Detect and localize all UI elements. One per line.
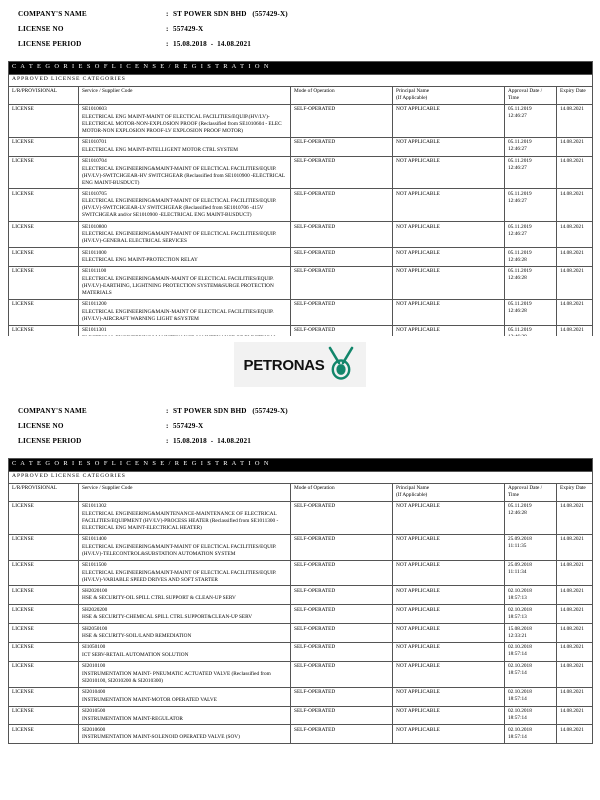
approval-date: 05.11.2019 — [508, 301, 532, 308]
table-row — [9, 643, 593, 662]
cell-expiry-date: 14.08.2021 — [557, 137, 593, 156]
service-supplier-code: SH2020200 — [82, 606, 108, 613]
service-supplier-code: SE1011301 — [82, 327, 107, 334]
cell-principal-name: NOT APPLICABLE — [393, 725, 505, 744]
cell-principal-name: NOT APPLICABLE — [393, 104, 505, 137]
cell-service-code — [79, 605, 291, 624]
cell-principal-name: NOT APPLICABLE — [393, 661, 505, 687]
table-row — [9, 605, 593, 624]
cell-principal-name: NOT APPLICABLE — [393, 560, 505, 586]
cell-mode-of-operation: SELF-OPERATED — [291, 706, 393, 725]
approval-date: 05.11.2019 — [508, 249, 532, 256]
cell-principal-name: NOT APPLICABLE — [393, 156, 505, 189]
service-supplier-code: SI2010500 — [82, 708, 106, 715]
approval-time: 12:46:28 — [508, 308, 527, 315]
service-supplier-code: SE1011400 — [82, 536, 107, 543]
cell-approval-datetime — [505, 706, 557, 725]
approval-date: 02.10.2018 — [508, 606, 532, 613]
cell-lr-provisional: LICENSE — [9, 586, 79, 605]
petronas-droplet-icon — [326, 346, 356, 385]
cell-approval-datetime — [505, 299, 557, 325]
cell-expiry-date: 14.08.2021 — [557, 189, 593, 222]
cell-approval-datetime — [505, 725, 557, 744]
cell-service-code — [79, 299, 291, 325]
cell-lr-provisional: LICENSE — [9, 624, 79, 643]
cell-expiry-date: 14.08.2021 — [557, 299, 593, 325]
cell-mode-of-operation: SELF-OPERATED — [291, 248, 393, 267]
column-header-expiry-date: Expiry Date — [557, 483, 593, 501]
license-categories-table-page2 — [8, 458, 593, 744]
service-supplier-code: SE1010705 — [82, 190, 107, 197]
approval-time: 12:46:27 — [508, 146, 527, 153]
cell-expiry-date: 14.08.2021 — [557, 156, 593, 189]
cell-mode-of-operation: SELF-OPERATED — [291, 586, 393, 605]
service-description: ELECTRICAL ENGINEERING&MAINT-MAINT OF ELECTICAL FACILITIES/EQUIP.(HV/LV)-VARIABLE SPEED DRIVES AND SOFT STARTER — [82, 569, 277, 583]
cell-expiry-date: 14.08.2021 — [557, 643, 593, 662]
license-no-row — [18, 422, 582, 430]
cell-principal-name: NOT APPLICABLE — [393, 137, 505, 156]
table-row — [9, 560, 593, 586]
petronas-logo — [234, 342, 367, 387]
service-supplier-code: SH2020100 — [82, 587, 108, 594]
approval-date: 15.08.2018 — [508, 625, 532, 632]
approval-time: 12:46:28 — [508, 256, 527, 263]
cell-service-code — [79, 156, 291, 189]
approval-time: 12:46:27 — [508, 230, 527, 237]
table-banner-title: C A T E G O R I E S O F L I C E N S E / R E G I S T R A T I O N — [9, 62, 593, 75]
column-header-principal-line1: Principal Name — [396, 88, 430, 94]
approval-date: 05.11.2019 — [508, 190, 532, 197]
column-header-approval-date — [505, 483, 557, 501]
service-supplier-code: SI2010400 — [82, 689, 106, 696]
cell-approval-datetime — [505, 222, 557, 248]
cell-approval-datetime — [505, 534, 557, 560]
meta-separator: : — [166, 422, 169, 430]
table-row — [9, 501, 593, 534]
cell-principal-name: NOT APPLICABLE — [393, 706, 505, 725]
service-supplier-code: SI1050100 — [82, 644, 106, 651]
table-body-page1 — [9, 104, 593, 358]
table-column-header-row — [9, 483, 593, 501]
cell-expiry-date: 14.08.2021 — [557, 534, 593, 560]
approval-date: 05.11.2019 — [508, 327, 532, 334]
cell-approval-datetime — [505, 560, 557, 586]
cell-mode-of-operation: SELF-OPERATED — [291, 137, 393, 156]
service-supplier-code: SE1011000 — [82, 249, 107, 256]
cell-lr-provisional: LICENSE — [9, 248, 79, 267]
approval-time: 11:11:34 — [508, 569, 527, 576]
cell-expiry-date: 14.08.2021 — [557, 248, 593, 267]
license-period-value: 15.08.2018 - 14.08.2021 — [173, 40, 252, 48]
service-description: ELECTRICAL ENG MAINT-INTELLIGENT MOTOR CTRL SYSTEM — [82, 146, 238, 153]
column-header-principal-name — [393, 483, 505, 501]
cell-expiry-date: 14.08.2021 — [557, 222, 593, 248]
approval-date: 02.10.2018 — [508, 663, 532, 670]
service-description: ELECTRICAL ENGINEERING&MAIN-MAINT OF ELECTICAL FACILITIES/EQUIP.(HV/LV)-EARTHING, LIGHTNING PROTECTION SYSTEM&SURGE PROTECTION MATERIALS — [82, 275, 274, 296]
approval-date: 02.10.2018 — [508, 689, 532, 696]
service-supplier-code: SE1010603 — [82, 106, 107, 113]
table-row — [9, 222, 593, 248]
column-header-expiry-date: Expiry Date — [557, 86, 593, 104]
cell-mode-of-operation: SELF-OPERATED — [291, 661, 393, 687]
cell-expiry-date: 14.08.2021 — [557, 104, 593, 137]
cell-principal-name: NOT APPLICABLE — [393, 605, 505, 624]
table-banner-title: C A T E G O R I E S O F L I C E N S E / R E G I S T R A T I O N — [9, 459, 593, 472]
table-banner — [9, 459, 593, 472]
cell-expiry-date: 14.08.2021 — [557, 624, 593, 643]
approval-time: 12:46:27 — [508, 197, 527, 204]
license-categories-table-page1 — [8, 61, 593, 359]
approval-date: 25.09.2018 — [508, 562, 532, 569]
table-row — [9, 267, 593, 300]
cell-principal-name: NOT APPLICABLE — [393, 624, 505, 643]
service-description: ELECTRICAL ENG MAINT-MAINT OF ELECTICAL FACILITIES/EQUIP.(HV/LV)-ELECTRICAL MOTOR-NON-EXPLOSION PROOF (Reclassified from SE1010604 - ELEC MOTOR-NON EXPLOSION PROOF-LV EXPLOSION PROOF MOTOR) — [82, 113, 282, 134]
cell-lr-provisional: LICENSE — [9, 534, 79, 560]
service-description: ELECTRICAL ENGINEERING&MAINT-MAINT OF ELECTICAL FACILITIES/EQUIP.(HV/LV)-GENERAL ELECTRICAL SERVICES — [82, 231, 277, 245]
cell-mode-of-operation: SELF-OPERATED — [291, 299, 393, 325]
brand-logo-area — [8, 336, 592, 397]
petronas-wordmark: PETRONAS — [243, 357, 325, 374]
cell-mode-of-operation: SELF-OPERATED — [291, 605, 393, 624]
column-header-approval-line2: Time — [508, 94, 519, 101]
cell-mode-of-operation: SELF-OPERATED — [291, 725, 393, 744]
column-header-mode: Mode of Operation — [291, 483, 393, 501]
company-name-label: COMPANY'S NAME — [18, 10, 87, 18]
approval-time: 18:57:13 — [508, 594, 527, 601]
cell-service-code — [79, 560, 291, 586]
table-sub-banner-title: APPROVED LICENSE CATEGORIES — [9, 74, 593, 86]
cell-lr-provisional: LICENSE — [9, 661, 79, 687]
cell-mode-of-operation: SELF-OPERATED — [291, 156, 393, 189]
table-column-header-row — [9, 86, 593, 104]
approval-date: 02.10.2018 — [508, 587, 532, 594]
cell-mode-of-operation: SELF-OPERATED — [291, 687, 393, 706]
cell-approval-datetime — [505, 189, 557, 222]
cell-lr-provisional: LICENSE — [9, 325, 79, 358]
cell-expiry-date: 14.08.2021 — [557, 605, 593, 624]
service-description: HSE & SECURITY-SOIL/LAND REMEDIATION — [82, 633, 192, 640]
cell-approval-datetime — [505, 104, 557, 137]
service-description: INSTRUMENTATION MAINT-MOTOR OPERATED VALVE — [82, 696, 217, 703]
column-header-principal-line2: (If Applicable) — [396, 94, 428, 101]
cell-approval-datetime — [505, 605, 557, 624]
approval-time: 12:46:27 — [508, 113, 527, 120]
license-no-label: LICENSE NO — [18, 422, 64, 430]
table-row — [9, 725, 593, 744]
column-header-service-code: Service / Supplier Code — [79, 483, 291, 501]
cell-service-code — [79, 725, 291, 744]
approval-date: 02.10.2018 — [508, 644, 532, 651]
cell-principal-name: NOT APPLICABLE — [393, 299, 505, 325]
service-supplier-code: SI2010600 — [82, 726, 106, 733]
cell-principal-name: NOT APPLICABLE — [393, 189, 505, 222]
table-row — [9, 156, 593, 189]
cell-approval-datetime — [505, 267, 557, 300]
company-name-row — [18, 10, 582, 18]
cell-lr-provisional: LICENSE — [9, 501, 79, 534]
cell-approval-datetime — [505, 586, 557, 605]
table-row — [9, 104, 593, 137]
cell-lr-provisional: LICENSE — [9, 687, 79, 706]
cell-principal-name: NOT APPLICABLE — [393, 687, 505, 706]
cell-mode-of-operation: SELF-OPERATED — [291, 104, 393, 137]
column-header-approval-line1: Approval Date / — [508, 88, 543, 94]
meta-separator: : — [166, 40, 169, 48]
cell-principal-name: NOT APPLICABLE — [393, 643, 505, 662]
cell-expiry-date: 14.08.2021 — [557, 501, 593, 534]
cell-lr-provisional: LICENSE — [9, 299, 79, 325]
table-row — [9, 299, 593, 325]
service-description: ELECTRICAL ENGINEERING&MAINTENANCE-MAINTENANCE OF ELECTRICAL FACILITIES/EQUIPMENT (HV/LV)-PROCESS HEATER (Reclassified from SE1011300 - ELECTRICAL ENG MAINT-ELECTRICAL HEATER) — [82, 510, 279, 531]
cell-lr-provisional: LICENSE — [9, 104, 79, 137]
service-supplier-code: SH2050100 — [82, 625, 108, 632]
approval-time: 18:57:14 — [508, 670, 527, 677]
cell-approval-datetime — [505, 687, 557, 706]
cell-expiry-date: 14.08.2021 — [557, 661, 593, 687]
cell-service-code — [79, 643, 291, 662]
table-sub-banner — [9, 74, 593, 86]
table-row — [9, 137, 593, 156]
cell-principal-name: NOT APPLICABLE — [393, 501, 505, 534]
approval-time: 18:57:13 — [508, 613, 527, 620]
table-sub-banner — [9, 471, 593, 483]
license-meta-block-page1 — [8, 0, 592, 61]
cell-mode-of-operation: SELF-OPERATED — [291, 624, 393, 643]
cell-service-code — [79, 534, 291, 560]
column-header-approval-line2: Time — [508, 491, 519, 498]
service-supplier-code: SE1011200 — [82, 301, 107, 308]
license-period-value: 15.08.2018 - 14.08.2021 — [173, 437, 252, 445]
service-description: ELECTRICAL ENGINEERING&MAIN-MAINT OF ELECTICAL FACILITIES/EQUIP.(HV/LV)-AIRCRAFT WARNING LIGHT &SYSTEM — [82, 308, 274, 322]
cell-lr-provisional: LICENSE — [9, 706, 79, 725]
cell-approval-datetime — [505, 248, 557, 267]
cell-expiry-date: 14.08.2021 — [557, 687, 593, 706]
cell-service-code — [79, 501, 291, 534]
cell-mode-of-operation: SELF-OPERATED — [291, 325, 393, 358]
company-name-value: ST POWER SDN BHD (557429-X) — [173, 407, 288, 415]
license-no-value: 557429-X — [173, 422, 204, 430]
cell-approval-datetime — [505, 156, 557, 189]
table-sub-banner-title: APPROVED LICENSE CATEGORIES — [9, 471, 593, 483]
cell-service-code — [79, 687, 291, 706]
column-header-lr: L/R/PROVISIONAL — [9, 86, 79, 104]
approval-time: 18:57:14 — [508, 651, 527, 658]
license-period-row — [18, 40, 582, 48]
company-name-label: COMPANY'S NAME — [18, 407, 87, 415]
document-page-1 — [0, 0, 600, 334]
cell-mode-of-operation: SELF-OPERATED — [291, 222, 393, 248]
table-row — [9, 706, 593, 725]
service-description: ELECTRICAL ENGINEERING&MAINT-MAINT OF ELECTICAL FACILITIES/EQUIP.(HV/LV)-SWITCHGEAR-HV SWITCHGEAR (Reclassified from SE1010900 -ELECTRICAL ENG MAINT-BUSDUCT) — [82, 165, 285, 186]
cell-lr-provisional: LICENSE — [9, 137, 79, 156]
table-row — [9, 534, 593, 560]
approval-date: 05.11.2019 — [508, 158, 532, 165]
cell-lr-provisional: LICENSE — [9, 267, 79, 300]
meta-separator: : — [166, 10, 169, 18]
service-supplier-code: SE1011302 — [82, 503, 107, 510]
approval-time: 18:57:14 — [508, 715, 527, 721]
column-header-principal-name — [393, 86, 505, 104]
service-supplier-code: SE1011100 — [82, 268, 107, 275]
column-header-approval-date — [505, 86, 557, 104]
approval-date: 05.11.2019 — [508, 268, 532, 275]
column-header-principal-line2: (If Applicable) — [396, 491, 428, 498]
column-header-mode: Mode of Operation — [291, 86, 393, 104]
approval-date: 05.11.2019 — [508, 139, 532, 146]
cell-principal-name: NOT APPLICABLE — [393, 534, 505, 560]
approval-time: 12:33:21 — [508, 632, 527, 639]
column-header-service-code: Service / Supplier Code — [79, 86, 291, 104]
table-row — [9, 586, 593, 605]
approval-time: 12:46:28 — [508, 275, 527, 282]
cell-approval-datetime — [505, 661, 557, 687]
approval-time: 12:46:27 — [508, 165, 527, 172]
service-description: ICT SERV-RETAIL AUTOMATION SOLUTION — [82, 651, 189, 658]
company-name-value: ST POWER SDN BHD (557429-X) — [173, 10, 288, 18]
approval-time: 18:57:14 — [508, 696, 527, 703]
cell-lr-provisional: LICENSE — [9, 560, 79, 586]
cell-principal-name: NOT APPLICABLE — [393, 586, 505, 605]
cell-lr-provisional: LICENSE — [9, 643, 79, 662]
cell-service-code — [79, 137, 291, 156]
cell-expiry-date: 14.08.2021 — [557, 586, 593, 605]
cell-approval-datetime — [505, 137, 557, 156]
license-no-value: 557429-X — [173, 25, 204, 33]
document-page-2 — [0, 336, 600, 800]
license-no-label: LICENSE NO — [18, 25, 64, 33]
meta-separator: : — [166, 407, 169, 415]
cell-lr-provisional: LICENSE — [9, 725, 79, 744]
cell-lr-provisional: LICENSE — [9, 222, 79, 248]
table-row — [9, 661, 593, 687]
meta-separator: : — [166, 437, 169, 445]
cell-principal-name: NOT APPLICABLE — [393, 325, 505, 358]
service-supplier-code: SE1011500 — [82, 562, 107, 569]
cell-principal-name: NOT APPLICABLE — [393, 222, 505, 248]
column-header-approval-line1: Approval Date / — [508, 485, 543, 491]
table-row — [9, 687, 593, 706]
cell-approval-datetime — [505, 501, 557, 534]
cell-mode-of-operation: SELF-OPERATED — [291, 560, 393, 586]
cell-service-code — [79, 189, 291, 222]
service-description: HSE & SECURITY-OIL SPILL CTRL SUPPORT & CLEAN-UP SERV — [82, 595, 236, 602]
service-description: ELECTRICAL ENGINEERING&MAINT-MAINT OF ELECTICAL FACILITIES/EQUIP.(HV/LV)-TELECONTROL&SUBSTATION AUTOMATION SYSTEM — [82, 543, 277, 557]
cell-lr-provisional: LICENSE — [9, 189, 79, 222]
table-body-page2 — [9, 501, 593, 743]
service-description: INSTRUMENTATION MAINT-REGULATOR — [82, 715, 183, 722]
approval-time: 11:11:35 — [508, 543, 527, 550]
cell-principal-name: NOT APPLICABLE — [393, 248, 505, 267]
cell-mode-of-operation: SELF-OPERATED — [291, 267, 393, 300]
service-description: INSTRUMENTATION MAINT-SOLENOID OPERATED VALVE (SOV) — [82, 734, 240, 741]
cell-mode-of-operation: SELF-OPERATED — [291, 643, 393, 662]
column-header-principal-line1: Principal Name — [396, 485, 430, 491]
cell-service-code — [79, 222, 291, 248]
column-header-lr: L/R/PROVISIONAL — [9, 483, 79, 501]
approval-time: 18:57:14 — [508, 733, 527, 740]
cell-expiry-date: 14.08.2021 — [557, 706, 593, 725]
cell-mode-of-operation: SELF-OPERATED — [291, 534, 393, 560]
license-period-row — [18, 437, 582, 445]
service-description: ELECTRICAL ENGINEERING&MAINT-MAINT OF ELECTICAL FACILITIES/EQUIP. (HV/LV)-SWITCHGEAR-LV SWITCHGEAR (Reclassified from SE1010706 -415V SWITCHGEAR and/or SE1010900 -ELECTRICAL ENG MAINT-BUSDUCT) — [82, 198, 277, 219]
service-supplier-code: SE1010701 — [82, 139, 107, 146]
meta-separator: : — [166, 25, 169, 33]
service-description: HSE & SECURITY-CHEMICAL SPILL CTRL SUPPORT&CLEAN-UP SERV — [82, 614, 253, 621]
cell-lr-provisional: LICENSE — [9, 156, 79, 189]
approval-date: 05.11.2019 — [508, 223, 532, 230]
license-period-label: LICENSE PERIOD — [18, 40, 82, 48]
service-description: ELECTRICAL ENG MAINT-PROTECTION RELAY — [82, 257, 198, 264]
company-name-row — [18, 407, 582, 415]
service-supplier-code: SE1010704 — [82, 158, 107, 165]
cell-principal-name: NOT APPLICABLE — [393, 267, 505, 300]
cell-service-code — [79, 267, 291, 300]
cell-expiry-date: 14.08.2021 — [557, 725, 593, 744]
approval-date: 02.10.2018 — [508, 708, 532, 715]
cell-approval-datetime — [505, 624, 557, 643]
cell-lr-provisional: LICENSE — [9, 605, 79, 624]
cell-service-code — [79, 104, 291, 137]
approval-date: 05.11.2019 — [508, 106, 532, 113]
table-row — [9, 189, 593, 222]
approval-date: 05.11.2019 — [508, 503, 532, 510]
cell-service-code — [79, 248, 291, 267]
table-row — [9, 624, 593, 643]
cell-service-code — [79, 624, 291, 643]
license-period-label: LICENSE PERIOD — [18, 437, 82, 445]
cell-service-code — [79, 661, 291, 687]
service-supplier-code: SE1010800 — [82, 223, 107, 230]
table-banner — [9, 62, 593, 75]
license-no-row — [18, 25, 582, 33]
service-supplier-code: SI2010100 — [82, 663, 106, 670]
cell-mode-of-operation: SELF-OPERATED — [291, 501, 393, 534]
cell-service-code — [79, 706, 291, 725]
approval-time: 12:46:28 — [508, 510, 527, 517]
approval-date: 02.10.2018 — [508, 726, 532, 733]
cell-approval-datetime — [505, 643, 557, 662]
approval-date: 25.09.2018 — [508, 536, 532, 543]
cell-expiry-date: 14.08.2021 — [557, 560, 593, 586]
cell-expiry-date: 14.08.2021 — [557, 325, 593, 358]
table-row — [9, 248, 593, 267]
cell-service-code — [79, 586, 291, 605]
service-description: INSTRUMENTATION MAINT- PNEUMATIC ACTUATED VALVE (Reclassified from SI2010100, SI2010200 & SI2010300) — [82, 670, 271, 684]
license-meta-block-page2 — [8, 397, 592, 458]
cell-mode-of-operation: SELF-OPERATED — [291, 189, 393, 222]
cell-expiry-date: 14.08.2021 — [557, 267, 593, 300]
